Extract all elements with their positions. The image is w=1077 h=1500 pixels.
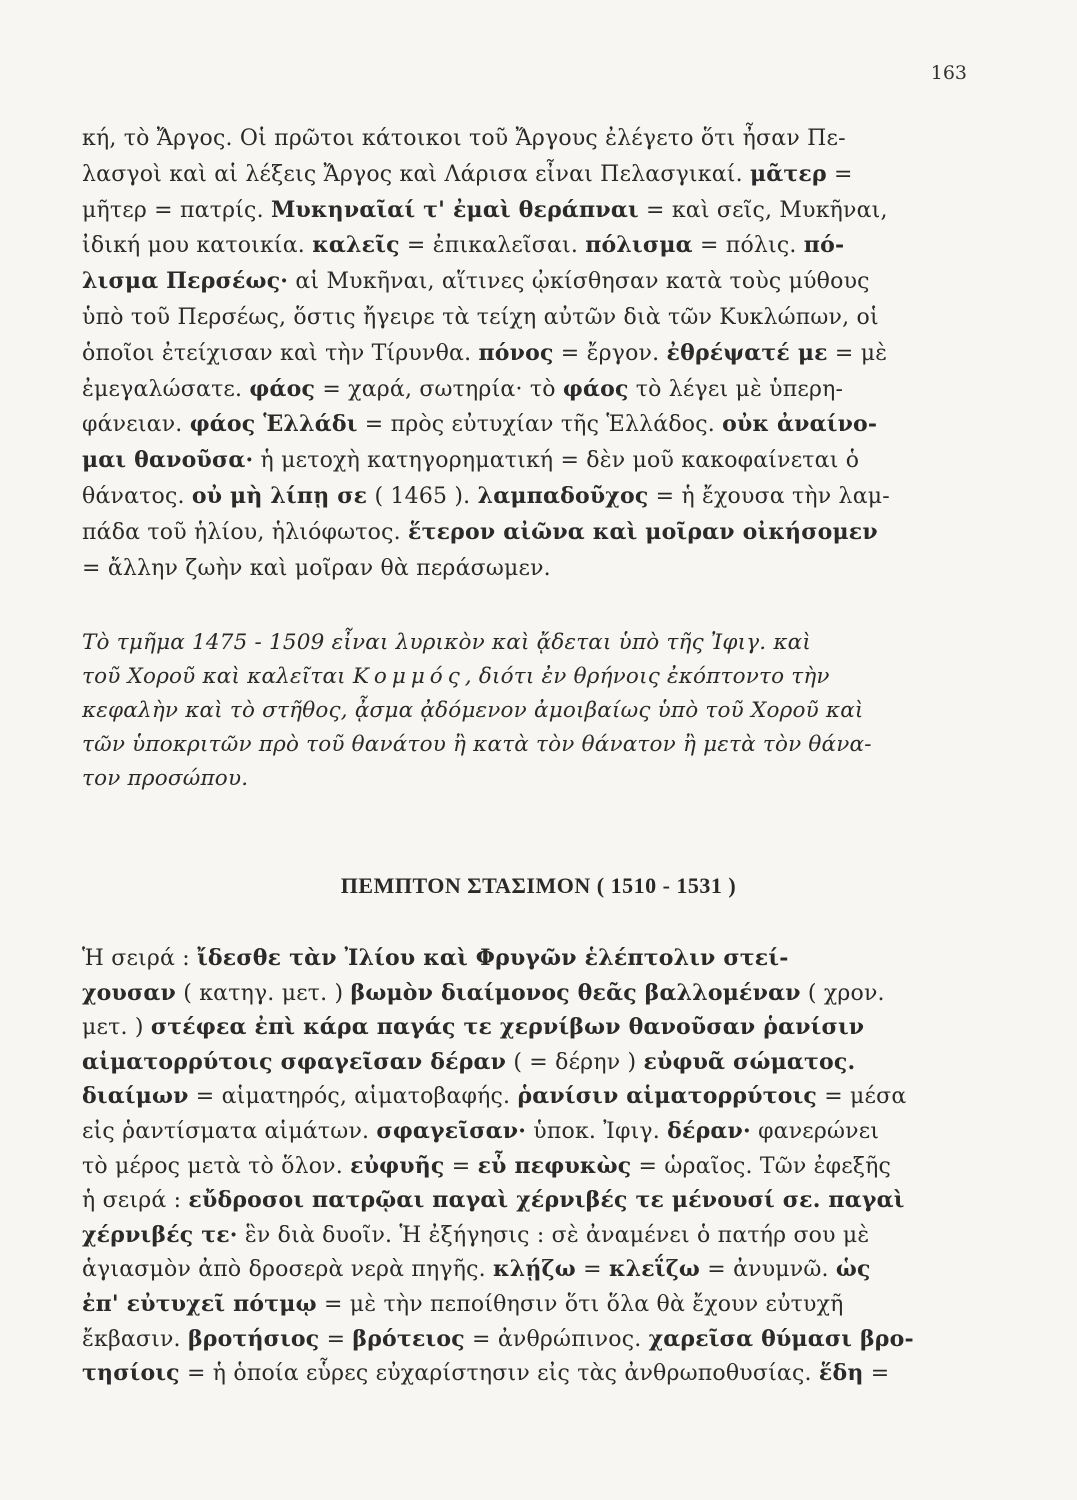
text-run: αἱ Μυκῆναι, αἵτινες ᾠκίσθησαν κατὰ τοὺς μύθους bbox=[288, 269, 870, 295]
text-run: μετ. ) bbox=[82, 1015, 151, 1041]
text-run: = ἡ ὁποία εὗρες εὐχαρίστησιν εἰς τὰς ἀνθρωποθυσίας. bbox=[179, 1361, 819, 1387]
text-run: ἰδική μου κατοικία. bbox=[82, 233, 313, 259]
text-line bbox=[82, 121, 950, 157]
bold-term: λαμπαδοῦχος bbox=[477, 482, 649, 509]
text-run: λασγοὶ καὶ αἱ λέξεις Ἄργος καὶ Λάρισα εἶναι Πελασγικαί. bbox=[82, 161, 750, 187]
text-run: = ἄλλην ζωὴν καὶ μοῖραν θὰ περάσωμεν. bbox=[82, 555, 551, 581]
bold-term: ῥανίσιν αἱματορρύτοις bbox=[517, 1083, 818, 1110]
bold-term: βροτήσιος bbox=[187, 1325, 320, 1352]
bold-term: χουσαν bbox=[82, 979, 177, 1006]
bold-term: πό- bbox=[803, 232, 845, 259]
text-run: = bbox=[863, 1361, 890, 1387]
bold-term: βωμὸν διαίμονος θεᾶς βαλλομέναν bbox=[350, 979, 801, 1006]
page-number: 163 bbox=[930, 62, 967, 84]
text-line bbox=[82, 1218, 950, 1253]
bold-term: πόνος bbox=[478, 339, 554, 366]
bold-term: εὔδροσοι πατρῷαι παγαὶ χέρνιβές τε μένουσί σε. παγαὶ bbox=[188, 1187, 905, 1214]
text-line bbox=[82, 1183, 950, 1218]
text-run: = ὡραῖος. Τῶν ἐφεξῆς bbox=[631, 1153, 892, 1179]
bold-term: σφαγεῖσαν· bbox=[376, 1117, 527, 1144]
text-line bbox=[82, 1149, 950, 1184]
text-run: = καὶ σεῖς, Μυκῆναι, bbox=[638, 197, 888, 223]
text-run: = μέσα bbox=[817, 1084, 907, 1110]
text-run: ( 1465 ). bbox=[367, 483, 478, 509]
bold-term: αἱματορρύτοις σφαγεῖσαν δέραν bbox=[82, 1048, 507, 1075]
text-line bbox=[82, 479, 950, 515]
bold-term: φάος bbox=[249, 375, 316, 402]
text-run: κή, τὸ Ἄργος. Οἱ πρῶτοι κάτοικοι τοῦ Ἄργους ἐλέγετο ὅτι ἦσαν Πε- bbox=[82, 126, 846, 151]
bold-term: εὖ πεφυκὼς bbox=[477, 1152, 632, 1179]
text-run: ὁποῖοι ἐτείχισαν καὶ τὴν Τίρυνθα. bbox=[82, 340, 479, 366]
bold-term: μαι θανοῦσα· bbox=[82, 447, 254, 474]
bold-term: βρότειος bbox=[352, 1325, 465, 1352]
bold-term: στέφεα ἐπὶ κάρα παγάς τε χερνίβων θανοῦσαν ῥανίσιν bbox=[150, 1014, 865, 1041]
text-run: ἡ σειρά : bbox=[82, 1188, 189, 1214]
text-run: = ἀνθρώπινος. bbox=[464, 1326, 649, 1352]
text-run: = ἡ ἔχουσα τὴν λαμ- bbox=[648, 483, 890, 509]
text-line bbox=[82, 443, 950, 479]
spaced-term: Κομμός bbox=[352, 664, 465, 689]
text-line bbox=[82, 1252, 950, 1287]
text-run: θάνατος. bbox=[82, 483, 192, 509]
text-run: ( κατηγ. μετ. ) bbox=[176, 980, 351, 1006]
bold-term: ὡς bbox=[835, 1256, 871, 1283]
bold-term: κλῄζω bbox=[493, 1256, 576, 1283]
text-run: τὸ μέρος μετὰ τὸ ὅλον. bbox=[82, 1153, 351, 1179]
text-run: ἐμεγαλώσατε. bbox=[82, 376, 250, 402]
text-run: πάδα τοῦ ἡλίου, ἡλιόφωτος. bbox=[82, 519, 409, 545]
bold-term: ἐπ' εὐτυχεῖ πότμῳ bbox=[82, 1290, 317, 1317]
text-run: Τὸ τμῆμα 1475 - 1509 εἶναι λυρικὸν καὶ ᾄδεται ὑπὸ τῆς Ἰφιγ. καὶ bbox=[82, 630, 811, 655]
text-run: ὑπὸ τοῦ Περσέως, ὅστις ἤγειρε τὰ τείχη αὐτῶν διὰ τῶν Κυκλώπων, οἱ bbox=[82, 304, 879, 330]
text-run: = ἔργον. bbox=[553, 340, 667, 366]
text-line bbox=[82, 941, 950, 976]
text-run: ἡ μετοχὴ κατηγορηματική = δὲν μοῦ κακοφαίνεται ὁ bbox=[253, 448, 860, 474]
text-line bbox=[82, 1114, 950, 1149]
text-line bbox=[82, 1356, 950, 1391]
text-run: = χαρά, σωτηρία· τὸ bbox=[315, 376, 563, 402]
text-line bbox=[82, 762, 950, 796]
text-line bbox=[82, 1079, 950, 1114]
text-run: = μὲ τὴν πεποίθησιν ὅτι ὅλα θὰ ἔχουν εὐτυχῆ bbox=[316, 1291, 844, 1317]
bold-term: καλεῖς bbox=[312, 232, 400, 259]
text-run: = ἐπικαλεῖσαι. bbox=[399, 233, 586, 259]
commentary-paragraph-1 bbox=[82, 121, 950, 586]
text-line bbox=[82, 228, 950, 264]
text-run: ἔκβασιν. bbox=[82, 1326, 188, 1352]
bold-term: ἕδη bbox=[818, 1360, 864, 1387]
bold-term: εὐφυᾶ σώματος. bbox=[643, 1048, 856, 1075]
bold-term: κλεΐζω bbox=[608, 1256, 701, 1283]
section-heading: ΠΕΜΠΤΟΝ ΣΤΑΣΙΜΟΝ ( 1510 - 1531 ) bbox=[340, 873, 737, 898]
bold-term: χαρεῖσα θύμασι βρο- bbox=[648, 1325, 914, 1352]
text-line bbox=[82, 300, 950, 336]
text-line bbox=[82, 626, 950, 660]
text-line bbox=[82, 660, 950, 694]
text-run: μῆτερ = πατρίς. bbox=[82, 197, 271, 223]
text-line bbox=[82, 157, 950, 193]
text-run: ( = δέρην ) bbox=[506, 1049, 644, 1075]
text-run: , διότι ἐν θρήνοις ἐκόπτοντο τὴν bbox=[464, 664, 830, 689]
text-run: φανερώνει bbox=[750, 1118, 880, 1144]
bold-term: μᾶτερ bbox=[749, 160, 827, 187]
bold-term: λισμα Περσέως· bbox=[82, 268, 289, 295]
text-run: = μὲ bbox=[827, 340, 888, 366]
text-line bbox=[82, 1045, 950, 1080]
bold-term: ἐθρέψατέ με bbox=[666, 339, 828, 366]
bold-term: φάος bbox=[562, 375, 629, 402]
text-run: ἓν διὰ δυοῖν. Ἡ ἐξήγησις : σὲ ἀναμένει ὁ πατήρ σου μὲ bbox=[237, 1222, 870, 1248]
text-run: = πόλις. bbox=[692, 233, 804, 259]
text-run: φάνειαν. bbox=[82, 412, 190, 438]
bold-term: φάος Ἑλλάδι bbox=[189, 411, 358, 438]
text-run: = bbox=[575, 1257, 609, 1283]
text-run: Ἡ σειρά : bbox=[82, 946, 198, 971]
bold-term: χέρνιβές τε· bbox=[82, 1221, 238, 1248]
text-line bbox=[82, 976, 950, 1011]
text-run: = ἀνυμνῶ. bbox=[700, 1257, 836, 1283]
text-run: εἰς ῥαντίσματα αἱμάτων. bbox=[82, 1118, 377, 1144]
bold-term: ἴδεσθε τὰν Ἰλίου καὶ Φρυγῶν ἑλέπτολιν στεί- bbox=[197, 945, 789, 971]
bold-term: δέραν· bbox=[667, 1117, 751, 1144]
text-line bbox=[82, 407, 950, 443]
text-line bbox=[82, 728, 950, 762]
text-run: = bbox=[319, 1326, 353, 1352]
text-line bbox=[82, 551, 950, 587]
text-line bbox=[82, 694, 950, 728]
text-run: = bbox=[444, 1153, 478, 1179]
text-line bbox=[82, 1287, 950, 1322]
bold-term: Μυκηναῖαί τ' ἐμαὶ θεράπναι bbox=[270, 196, 639, 223]
bold-term: εὐφυῆς bbox=[350, 1152, 445, 1179]
text-line bbox=[82, 336, 950, 372]
text-run: ἁγιασμὸν ἀπὸ δροσερὰ νερὰ πηγῆς. bbox=[82, 1257, 494, 1283]
text-run: τοῦ Χοροῦ καὶ καλεῖται bbox=[82, 664, 353, 689]
text-run: κεφαλὴν καὶ τὸ στῆθος, ᾆσμα ᾀδόμενον ἀμοιβαίως ὑπὸ τοῦ Χοροῦ καὶ bbox=[82, 698, 864, 723]
text-run: τῶν ὑποκριτῶν πρὸ τοῦ θανάτου ἢ κατὰ τὸν θάνατον ἢ μετὰ τὸν θάνα- bbox=[82, 732, 872, 757]
text-line bbox=[82, 372, 950, 408]
text-line bbox=[82, 1322, 950, 1357]
commentary-paragraph-2 bbox=[82, 626, 950, 796]
text-run: = πρὸς εὐτυχίαν τῆς Ἑλλάδος. bbox=[357, 412, 723, 438]
bold-term: ἕτερον αἰῶνα καὶ μοῖραν οἰκήσομεν bbox=[408, 518, 878, 545]
text-run: = bbox=[826, 161, 853, 187]
text-line bbox=[82, 193, 950, 229]
bold-term: τησίοις bbox=[82, 1360, 180, 1387]
text-run: ὑποκ. Ἰφιγ. bbox=[526, 1118, 668, 1144]
text-run: ( χρον. bbox=[800, 980, 885, 1006]
text-line bbox=[82, 1010, 950, 1045]
bold-term: πόλισμα bbox=[585, 232, 693, 259]
text-run: = αἱματηρός, αἱματοβαφής. bbox=[188, 1084, 518, 1110]
text-run: τὸ λέγει μὲ ὑπερη- bbox=[628, 376, 844, 402]
bold-term: οὐ μὴ λίπῃ σε bbox=[191, 482, 368, 509]
text-line bbox=[82, 515, 950, 551]
bold-term: διαίμων bbox=[82, 1083, 189, 1110]
text-line bbox=[82, 264, 950, 300]
text-run: τον προσώπου. bbox=[82, 766, 249, 791]
bold-term: οὐκ ἀναίνο- bbox=[722, 411, 878, 438]
commentary-paragraph-3 bbox=[82, 941, 950, 1391]
